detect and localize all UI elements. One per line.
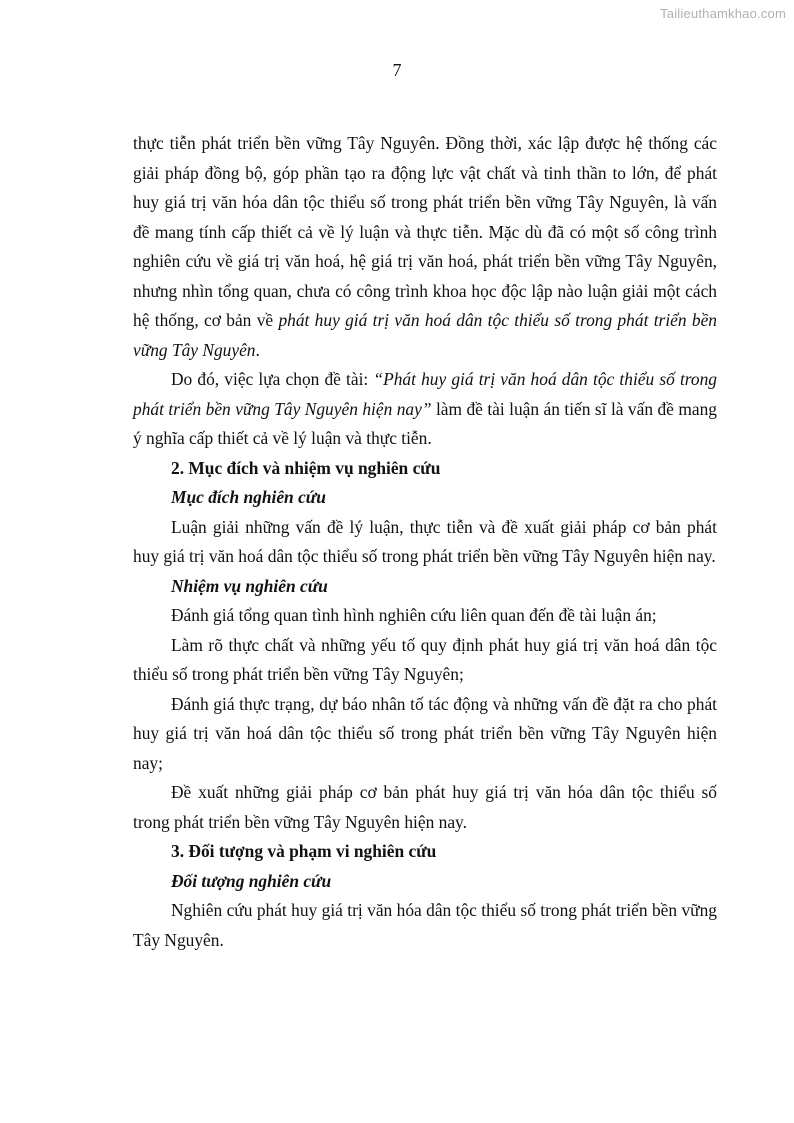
task-item: Làm rõ thực chất và những yếu tố quy định phát huy giá trị văn hoá dân tộc thiểu số trong phát triển bền vững Tây Nguyên;	[133, 634, 717, 684]
paragraph-2-italic: “Phát huy giá trị văn hoá dân tộc thiểu số trong phát triển bền vững Tây Nguyên hiện nay”	[133, 369, 717, 419]
tasks-heading: Nhiệm vụ nghiên cứu	[171, 575, 328, 596]
purpose-text: Luận giải những vấn đề lý luận, thực tiễn và đề xuất giải pháp cơ bản phát huy giá trị văn hoá dân tộc thiểu số trong phát triển bền vững Tây Nguyên hiện nay.	[133, 516, 717, 566]
page-number: 7	[392, 60, 402, 80]
paragraph-1-italic: phát huy giá trị văn hoá dân tộc thiểu số trong phát triển bền vững Tây Nguyên	[133, 310, 717, 360]
purpose-heading: Mục đích nghiên cứu	[171, 487, 326, 507]
task-item: Đề xuất những giải pháp cơ bản phát huy giá trị văn hóa dân tộc thiểu số trong phát triển bền vững Tây Nguyên hiện nay.	[133, 782, 717, 832]
object-heading: Đối tượng nghiên cứu	[171, 870, 332, 891]
watermark: Tailieuthamkhao.com	[660, 6, 786, 21]
section-3-heading: 3. Đối tượng và phạm vi nghiên cứu	[171, 841, 437, 861]
paragraph-2	[133, 365, 717, 454]
section-2-heading: 2. Mục đích và nhiệm vụ nghiên cứu	[171, 457, 441, 478]
paragraph-1-end: .	[255, 339, 260, 360]
task-item: Đánh giá thực trạng, dự báo nhân tố tác động và những vấn đề đặt ra cho phát huy giá trị văn hoá dân tộc thiểu số trong phát triển bền vững Tây Nguyên hiện nay;	[133, 693, 717, 773]
task-item: Đánh giá tổng quan tình hình nghiên cứu liên quan đến đề tài luận án;	[171, 605, 657, 625]
paragraph-2-end: làm đề tài luận án tiến sĩ là vấn đề mang ý nghĩa cấp thiết cả về lý luận và thực tiễn.	[133, 398, 717, 448]
paragraph-2-start: Do đó, việc lựa chọn đề tài:	[171, 369, 374, 389]
object-text: Nghiên cứu phát huy giá trị văn hóa dân tộc thiểu số trong phát triển bền vững Tây Nguyên.	[133, 900, 717, 950]
paragraph-1	[133, 129, 717, 365]
document-body	[133, 129, 717, 955]
paragraph-1-text: thực tiễn phát triển bền vững Tây Nguyên. Đồng thời, xác lập được hệ thống các giải pháp đồng bộ, góp phần tạo ra động lực vật chất và tinh thần to lớn, để phát huy giá trị văn hóa dân tộc thiểu số trong phát triển bền vững Tây Nguyên, là vấn đề mang tính cấp thiết cả về lý luận và thực tiễn. Mặc dù đã có một số công trình nghiên cứu về giá trị văn hoá, hệ giá trị văn hoá, phát triển bền vững Tây Nguyên, nhưng nhìn tổng quan, chưa có công trình khoa học độc lập nào luận giải một cách hệ thống, cơ bản về	[133, 133, 717, 330]
